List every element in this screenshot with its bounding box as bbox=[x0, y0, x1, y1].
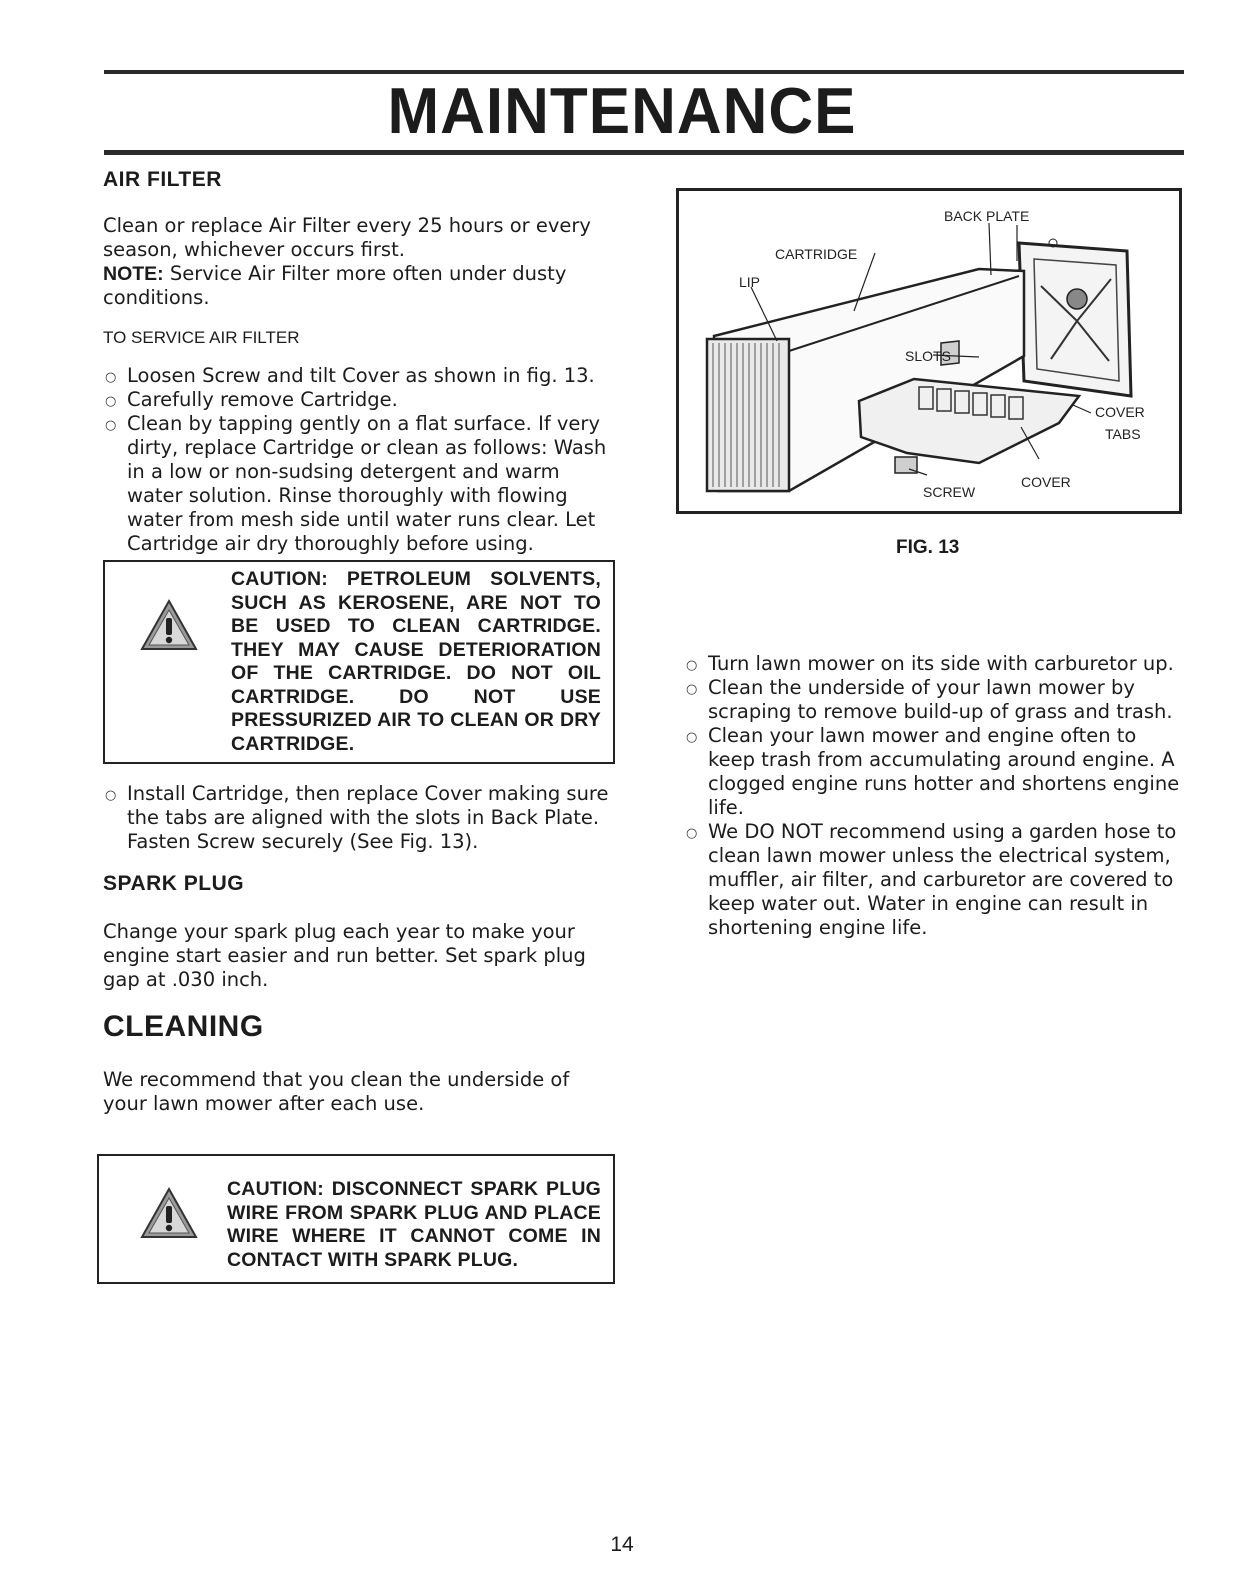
list-item-text: Carefully remove Cartridge. bbox=[127, 388, 398, 411]
air-filter-note bbox=[103, 262, 613, 310]
figure-caption: FIG. 13 bbox=[896, 537, 960, 558]
right-column bbox=[684, 652, 1184, 940]
service-steps-list bbox=[103, 364, 613, 556]
label-screw: SCREW bbox=[923, 484, 976, 500]
list-item bbox=[684, 676, 1184, 724]
list-item bbox=[103, 782, 613, 854]
list-item bbox=[684, 652, 1184, 676]
list-item bbox=[103, 412, 613, 556]
bullet-icon: ○ bbox=[105, 788, 117, 803]
warning-triangle-icon bbox=[139, 1186, 199, 1244]
label-cover: COVER bbox=[1021, 474, 1071, 490]
note-text: Service Air Filter more often under dusty conditions. bbox=[103, 262, 567, 309]
spark-caution-text: CAUTION: DISCONNECT SPARK PLUG WIRE FROM SPARK PLUG AND PLACE WIRE WHERE IT CANNOT COME IN CONTACT WITH SPARK PLUG. bbox=[227, 1178, 601, 1271]
list-item-text: Clean your lawn mower and engine often to keep trash from accumulating around engine. A clogged engine runs hotter and shortens engine life. bbox=[708, 724, 1180, 819]
bullet-icon: ○ bbox=[686, 682, 698, 697]
label-cover-tabs-1: COVER bbox=[1095, 404, 1145, 420]
list-item-text: Loosen Screw and tilt Cover as shown in fig. 13. bbox=[127, 364, 595, 387]
list-item bbox=[103, 364, 613, 388]
list-item bbox=[684, 724, 1184, 820]
bullet-icon: ○ bbox=[105, 418, 117, 433]
label-cover-tabs-2: TABS bbox=[1105, 426, 1141, 442]
left-column bbox=[103, 168, 613, 1284]
cartridge-caution-box bbox=[103, 560, 615, 764]
list-item bbox=[103, 388, 613, 412]
list-item bbox=[684, 820, 1184, 940]
page-title: MAINTENANCE bbox=[387, 75, 857, 148]
page-number: 14 bbox=[610, 1533, 634, 1556]
cleaning-steps-list bbox=[684, 652, 1184, 940]
cartridge-caution-text: CAUTION: PETROLEUM SOLVENTS, SUCH AS KEROSENE, ARE NOT TO BE USED TO CLEAN CARTRIDGE. THEY MAY CAUSE DETERIORATION OF THE CARTRIDGE. DO NOT OIL CARTRIDGE. DO NOT USE PRESSURIZED AIR TO CLEAN OR DRY CARTRIDGE. bbox=[231, 568, 601, 755]
figure-13 bbox=[676, 188, 1182, 514]
list-item-text: Clean by tapping gently on a flat surface. If very dirty, replace Cartridge or clean as follows: Wash in a low or non-sudsing detergent and warm water solution. Rinse thoroughly with flowing water from mesh side until water runs clear. Let Cartridge air dry thoroughly before using. bbox=[127, 412, 607, 555]
air-filter-intro: Clean or replace Air Filter every 25 hours or every season, whichever occurs first. bbox=[103, 214, 591, 261]
header-rule-bottom bbox=[104, 150, 1184, 155]
note-label: NOTE: bbox=[103, 263, 164, 285]
list-item-text: Turn lawn mower on its side with carburetor up. bbox=[708, 652, 1174, 675]
label-slots: SLOTS bbox=[905, 348, 951, 364]
back-plate-stud bbox=[1067, 289, 1087, 309]
cleaning-text: We recommend that you clean the underside of your lawn mower after each use. bbox=[103, 1068, 570, 1115]
list-item-text: We DO NOT recommend using a garden hose to clean lawn mower unless the electrical system, muffler, air filter, and carburetor are covered to keep water out. Water in engine can result in shortening engine life. bbox=[708, 820, 1177, 939]
spark-plug-text: Change your spark plug each year to make your engine start easier and run better. Set spark plug gap at .030 inch. bbox=[103, 920, 586, 991]
install-steps-list bbox=[103, 782, 613, 854]
bullet-icon: ○ bbox=[105, 394, 117, 409]
cleaning-heading: CLEANING bbox=[103, 1010, 264, 1043]
list-item-text: Clean the underside of your lawn mower by scraping to remove build-up of grass and trash. bbox=[708, 676, 1173, 723]
bullet-icon: ○ bbox=[686, 826, 698, 841]
label-back-plate: BACK PLATE bbox=[944, 208, 1030, 224]
bullet-icon: ○ bbox=[686, 658, 698, 673]
bullet-icon: ○ bbox=[686, 730, 698, 745]
warning-triangle-icon bbox=[139, 598, 199, 656]
air-filter-heading: AIR FILTER bbox=[103, 168, 222, 191]
spark-plug-heading: SPARK PLUG bbox=[103, 872, 245, 895]
service-subheading: TO SERVICE AIR FILTER bbox=[103, 328, 300, 347]
spark-caution-box bbox=[97, 1154, 615, 1284]
list-item-text: Install Cartridge, then replace Cover making sure the tabs are aligned with the slots in Back Plate. Fasten Screw securely (See Fig. 13). bbox=[127, 782, 609, 853]
bullet-icon: ○ bbox=[105, 370, 117, 385]
label-lip: LIP bbox=[739, 274, 761, 290]
air-filter-diagram bbox=[679, 191, 1179, 511]
label-cartridge: CARTRIDGE bbox=[775, 246, 858, 262]
